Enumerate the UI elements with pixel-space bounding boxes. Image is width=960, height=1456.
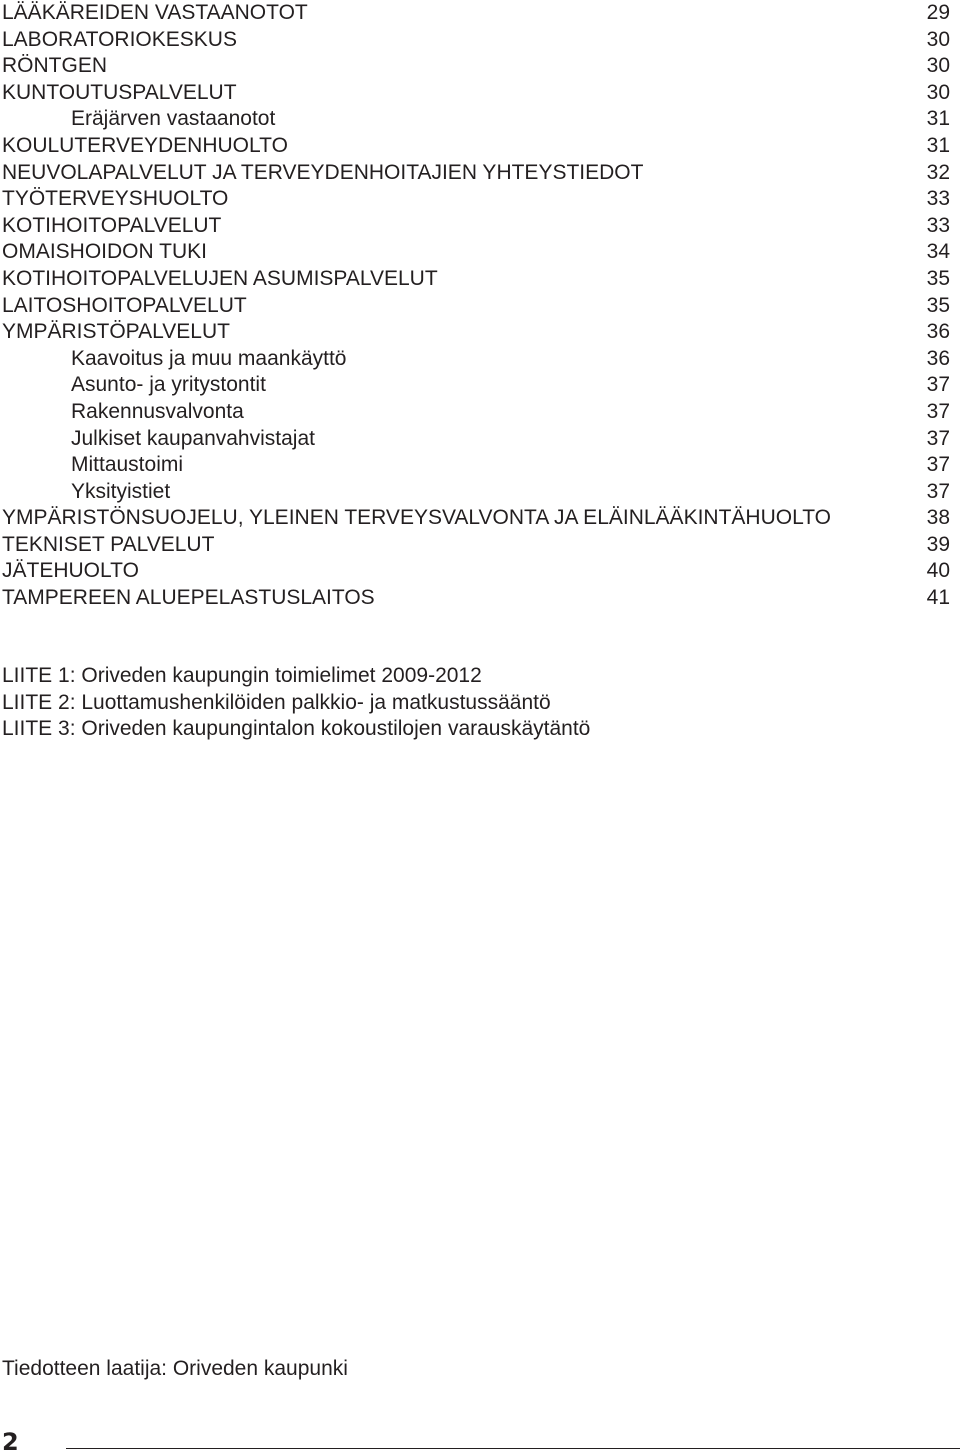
toc-entry <box>2 266 950 293</box>
toc-entry-page: 36 <box>926 320 950 344</box>
toc-entry-page: 35 <box>926 293 950 317</box>
toc-entry <box>2 452 950 479</box>
toc-entry <box>2 372 950 399</box>
footer-rule <box>66 1448 960 1449</box>
toc-entry-title: KOTIHOITOPALVELUJEN ASUMISPALVELUT <box>2 266 438 290</box>
toc-entry-title: NEUVOLAPALVELUT JA TERVEYDENHOITAJIEN YHTEYSTIEDOT <box>2 160 644 184</box>
toc-entry-title: LABORATORIOKESKUS <box>2 27 237 51</box>
toc-entry <box>2 186 950 213</box>
toc-entry <box>2 80 950 107</box>
toc-entry <box>2 160 950 187</box>
toc-entry <box>2 532 950 559</box>
toc-entry-page: 32 <box>926 160 950 184</box>
toc-entry-title: TAMPEREEN ALUEPELASTUSLAITOS <box>2 586 375 610</box>
toc-entry-title: YMPÄRISTÖPALVELUT <box>2 320 230 344</box>
toc-entry-title: OMAISHOIDON TUKI <box>2 240 207 264</box>
toc-entry-title: Mittaustoimi <box>71 453 184 477</box>
appendix-list <box>2 663 950 743</box>
toc-entry-page: 34 <box>926 240 950 264</box>
toc-entry-title: Julkiset kaupanvahvistajat <box>71 426 315 450</box>
toc-entry-title: LAITOSHOITOPALVELUT <box>2 293 247 317</box>
toc-entry-page: 40 <box>926 559 950 583</box>
toc-entry <box>2 293 950 320</box>
toc-entry-title: TYÖTERVEYSHUOLTO <box>2 187 229 211</box>
toc-entry-page: 36 <box>926 346 950 370</box>
toc-entry-title: TEKNISET PALVELUT <box>2 532 215 556</box>
toc-entry <box>2 53 950 80</box>
toc-entry-title: Yksityistiet <box>71 479 171 503</box>
toc-entry-page: 37 <box>926 426 950 450</box>
toc-entry-title: KOULUTERVEYDENHUOLTO <box>2 133 288 157</box>
toc-entry-title: Asunto- ja yritystontit <box>71 373 266 397</box>
toc-entry-title: KUNTOUTUSPALVELUT <box>2 80 237 104</box>
toc-entry <box>2 239 950 266</box>
toc-entry-page: 37 <box>926 399 950 423</box>
toc-entry-page: 37 <box>926 453 950 477</box>
appendix-item: LIITE 2: Luottamushenkilöiden palkkio- ja matkustussääntö <box>2 690 551 714</box>
toc-entry <box>2 319 950 346</box>
toc-entry-title: JÄTEHUOLTO <box>2 559 139 583</box>
toc-entry-page: 30 <box>926 54 950 78</box>
appendix-item: LIITE 3: Oriveden kaupungintalon kokoustilojen varauskäytäntö <box>2 717 591 741</box>
toc-entry-page: 30 <box>926 27 950 51</box>
toc-entry <box>2 0 950 27</box>
toc-entry <box>2 133 950 160</box>
toc-entry <box>2 479 950 506</box>
toc-entry-page: 30 <box>926 80 950 104</box>
toc-entry-title: Kaavoitus ja muu maankäyttö <box>71 346 347 370</box>
toc-entry-page: 37 <box>926 479 950 503</box>
toc-entry-page: 38 <box>926 506 950 530</box>
toc-entry-title: YMPÄRISTÖNSUOJELU, YLEINEN TERVEYSVALVONTA JA ELÄINLÄÄKINTÄHUOLTO <box>2 506 831 530</box>
toc-entry <box>2 505 950 532</box>
toc-entry-page: 41 <box>926 586 950 610</box>
toc-entry-page: 31 <box>926 107 950 131</box>
toc-entry-page: 39 <box>926 532 950 556</box>
toc-entry <box>2 106 950 133</box>
toc-entry <box>2 585 950 612</box>
toc-entry-page: 33 <box>926 187 950 211</box>
toc-entry <box>2 346 950 373</box>
toc-entry <box>2 426 950 453</box>
page-number: 2 <box>2 1428 19 1456</box>
toc-entry-page: 31 <box>926 133 950 157</box>
toc-entry <box>2 558 950 585</box>
toc-entry-title: LÄÄKÄREIDEN VASTAANOTOT <box>2 1 308 24</box>
toc-entry-title: Eräjärven vastaanotot <box>71 107 276 131</box>
author-line: Tiedotteen laatija: Oriveden kaupunki <box>2 1357 348 1380</box>
toc-entry-page: 35 <box>926 266 950 290</box>
toc-entry-page: 37 <box>926 373 950 397</box>
toc-entry <box>2 27 950 54</box>
toc-entry-title: KOTIHOITOPALVELUT <box>2 213 222 237</box>
appendix-item: LIITE 1: Oriveden kaupungin toimielimet 2009-2012 <box>2 664 482 687</box>
toc-entry-page: 29 <box>926 1 950 24</box>
toc-entry <box>2 213 950 240</box>
toc-entry <box>2 399 950 426</box>
toc-entry-title: Rakennusvalvonta <box>71 399 244 423</box>
table-of-contents <box>2 0 950 612</box>
toc-entry-page: 33 <box>926 213 950 237</box>
toc-entry-title: RÖNTGEN <box>2 54 107 78</box>
